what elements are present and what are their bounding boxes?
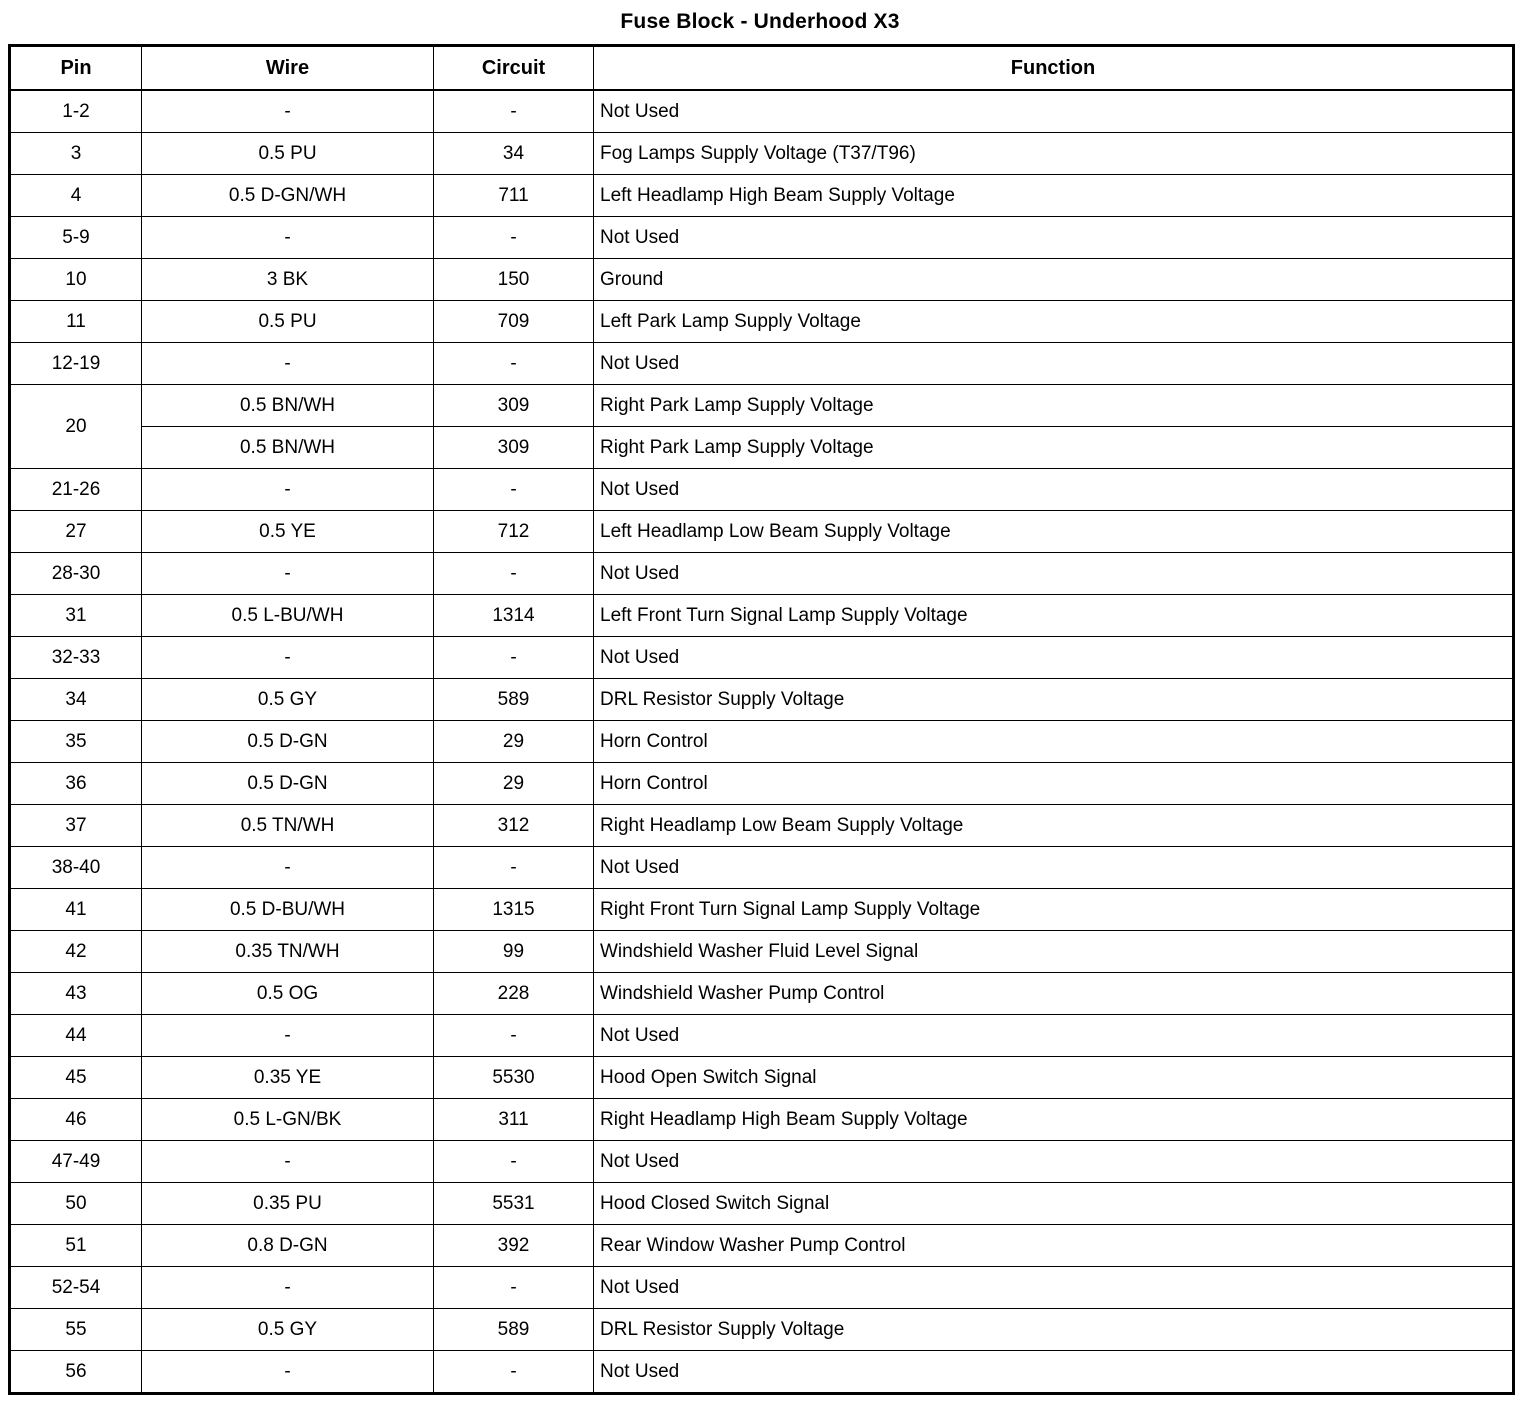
function-cell: Horn Control (594, 763, 1514, 805)
circuit-cell: - (434, 343, 594, 385)
function-cell: Hood Open Switch Signal (594, 1057, 1514, 1099)
circuit-cell: 589 (434, 679, 594, 721)
function-cell: Right Park Lamp Supply Voltage (594, 385, 1514, 427)
circuit-cell: - (434, 1351, 594, 1394)
wire-cell: - (142, 637, 434, 679)
circuit-cell: - (434, 1267, 594, 1309)
table-row (10, 721, 1514, 763)
pin-cell: 36 (10, 763, 142, 805)
function-cell: Ground (594, 259, 1514, 301)
table-row (10, 1309, 1514, 1351)
circuit-cell: 34 (434, 133, 594, 175)
wire-cell: - (142, 1015, 434, 1057)
pin-cell: 52-54 (10, 1267, 142, 1309)
header-pin: Pin (10, 46, 142, 91)
wire-cell: 0.5 YE (142, 511, 434, 553)
table-row (10, 217, 1514, 259)
circuit-cell: 309 (434, 427, 594, 469)
function-cell: Horn Control (594, 721, 1514, 763)
pin-cell: 5-9 (10, 217, 142, 259)
wire-cell: 0.35 PU (142, 1183, 434, 1225)
wire-cell: 0.5 D-GN/WH (142, 175, 434, 217)
circuit-cell: 712 (434, 511, 594, 553)
pin-cell: 47-49 (10, 1141, 142, 1183)
circuit-cell: 312 (434, 805, 594, 847)
function-cell: Not Used (594, 553, 1514, 595)
function-cell: Not Used (594, 90, 1514, 133)
pin-cell: 21-26 (10, 469, 142, 511)
function-cell: Hood Closed Switch Signal (594, 1183, 1514, 1225)
wire-cell: 0.5 L-BU/WH (142, 595, 434, 637)
table-row (10, 637, 1514, 679)
circuit-cell: 29 (434, 721, 594, 763)
function-cell: Left Park Lamp Supply Voltage (594, 301, 1514, 343)
pinout-table (8, 44, 1515, 1395)
circuit-cell: 29 (434, 763, 594, 805)
wire-cell: 0.5 TN/WH (142, 805, 434, 847)
circuit-cell: 711 (434, 175, 594, 217)
header-row (10, 46, 1514, 91)
function-cell: Right Front Turn Signal Lamp Supply Voltage (594, 889, 1514, 931)
pin-cell: 45 (10, 1057, 142, 1099)
table-body (10, 90, 1514, 1394)
table-row (10, 1141, 1514, 1183)
wire-cell: 0.5 PU (142, 133, 434, 175)
function-cell: DRL Resistor Supply Voltage (594, 679, 1514, 721)
circuit-cell: 99 (434, 931, 594, 973)
table-row (10, 427, 1514, 469)
function-cell: Left Headlamp Low Beam Supply Voltage (594, 511, 1514, 553)
table-row (10, 973, 1514, 1015)
table-row (10, 511, 1514, 553)
table-row (10, 763, 1514, 805)
circuit-cell: 1315 (434, 889, 594, 931)
wire-cell: - (142, 217, 434, 259)
table-row (10, 1351, 1514, 1394)
header-function: Function (594, 46, 1514, 91)
circuit-cell: 1314 (434, 595, 594, 637)
circuit-cell: - (434, 847, 594, 889)
table-row (10, 343, 1514, 385)
circuit-cell: - (434, 90, 594, 133)
table-row (10, 1267, 1514, 1309)
function-cell: Not Used (594, 1351, 1514, 1394)
pin-cell: 50 (10, 1183, 142, 1225)
function-cell: Right Headlamp Low Beam Supply Voltage (594, 805, 1514, 847)
table-row (10, 133, 1514, 175)
circuit-cell: - (434, 1141, 594, 1183)
circuit-cell: 228 (434, 973, 594, 1015)
pin-cell: 11 (10, 301, 142, 343)
table-row (10, 1225, 1514, 1267)
function-cell: Windshield Washer Pump Control (594, 973, 1514, 1015)
wire-cell: - (142, 1141, 434, 1183)
table-row (10, 847, 1514, 889)
header-wire: Wire (142, 46, 434, 91)
function-cell: Left Front Turn Signal Lamp Supply Voltage (594, 595, 1514, 637)
wire-cell: - (142, 90, 434, 133)
table-row (10, 90, 1514, 133)
function-cell: Left Headlamp High Beam Supply Voltage (594, 175, 1514, 217)
wire-cell: 0.5 GY (142, 1309, 434, 1351)
table-row (10, 931, 1514, 973)
wire-cell: 0.5 PU (142, 301, 434, 343)
function-cell: Fog Lamps Supply Voltage (T37/T96) (594, 133, 1514, 175)
wire-cell: 0.35 YE (142, 1057, 434, 1099)
circuit-cell: - (434, 469, 594, 511)
function-cell: Right Park Lamp Supply Voltage (594, 427, 1514, 469)
table-row (10, 1099, 1514, 1141)
pin-cell: 44 (10, 1015, 142, 1057)
pin-cell: 20 (10, 385, 142, 469)
function-cell: Rear Window Washer Pump Control (594, 1225, 1514, 1267)
table-row (10, 1057, 1514, 1099)
function-cell: Right Headlamp High Beam Supply Voltage (594, 1099, 1514, 1141)
header-circuit: Circuit (434, 46, 594, 91)
table-row (10, 889, 1514, 931)
table-row (10, 259, 1514, 301)
table-header (10, 46, 1514, 91)
wire-cell: 0.5 BN/WH (142, 427, 434, 469)
wire-cell: 0.5 GY (142, 679, 434, 721)
pin-cell: 1-2 (10, 90, 142, 133)
wire-cell: - (142, 553, 434, 595)
circuit-cell: 5530 (434, 1057, 594, 1099)
function-cell: Not Used (594, 1141, 1514, 1183)
wire-cell: 0.5 D-BU/WH (142, 889, 434, 931)
function-cell: Not Used (594, 847, 1514, 889)
table-row (10, 805, 1514, 847)
table-row (10, 385, 1514, 427)
pin-cell: 42 (10, 931, 142, 973)
circuit-cell: - (434, 217, 594, 259)
function-cell: Not Used (594, 217, 1514, 259)
pin-cell: 35 (10, 721, 142, 763)
function-cell: Windshield Washer Fluid Level Signal (594, 931, 1514, 973)
wire-cell: 0.5 OG (142, 973, 434, 1015)
table-row (10, 1183, 1514, 1225)
circuit-cell: 311 (434, 1099, 594, 1141)
circuit-cell: 589 (434, 1309, 594, 1351)
page-title: Fuse Block - Underhood X3 (620, 10, 900, 33)
pin-cell: 51 (10, 1225, 142, 1267)
table-row (10, 469, 1514, 511)
wire-cell: 0.5 L-GN/BK (142, 1099, 434, 1141)
circuit-cell: - (434, 553, 594, 595)
wire-cell: - (142, 1351, 434, 1394)
pin-cell: 10 (10, 259, 142, 301)
wire-cell: 0.5 D-GN (142, 763, 434, 805)
table-row (10, 175, 1514, 217)
pin-cell: 28-30 (10, 553, 142, 595)
function-cell: Not Used (594, 343, 1514, 385)
function-cell: Not Used (594, 1267, 1514, 1309)
pin-cell: 41 (10, 889, 142, 931)
wire-cell: - (142, 1267, 434, 1309)
pin-cell: 46 (10, 1099, 142, 1141)
function-cell: Not Used (594, 1015, 1514, 1057)
pin-cell: 32-33 (10, 637, 142, 679)
table-row (10, 595, 1514, 637)
circuit-cell: 709 (434, 301, 594, 343)
function-cell: DRL Resistor Supply Voltage (594, 1309, 1514, 1351)
pin-cell: 31 (10, 595, 142, 637)
pin-cell: 3 (10, 133, 142, 175)
pin-cell: 34 (10, 679, 142, 721)
circuit-cell: - (434, 1015, 594, 1057)
wire-cell: 0.8 D-GN (142, 1225, 434, 1267)
table-row (10, 1015, 1514, 1057)
wire-cell: - (142, 469, 434, 511)
circuit-cell: 150 (434, 259, 594, 301)
wire-cell: 0.5 D-GN (142, 721, 434, 763)
circuit-cell: - (434, 637, 594, 679)
wire-cell: - (142, 847, 434, 889)
table-row (10, 679, 1514, 721)
wire-cell: 0.5 BN/WH (142, 385, 434, 427)
pin-cell: 43 (10, 973, 142, 1015)
pin-cell: 55 (10, 1309, 142, 1351)
function-cell: Not Used (594, 469, 1514, 511)
table-row (10, 553, 1514, 595)
wire-cell: 0.35 TN/WH (142, 931, 434, 973)
wire-cell: - (142, 343, 434, 385)
wire-cell: 3 BK (142, 259, 434, 301)
table-row (10, 301, 1514, 343)
pin-cell: 12-19 (10, 343, 142, 385)
pin-cell: 37 (10, 805, 142, 847)
circuit-cell: 309 (434, 385, 594, 427)
circuit-cell: 392 (434, 1225, 594, 1267)
function-cell: Not Used (594, 637, 1514, 679)
pin-cell: 38-40 (10, 847, 142, 889)
circuit-cell: 5531 (434, 1183, 594, 1225)
pin-cell: 4 (10, 175, 142, 217)
pin-cell: 56 (10, 1351, 142, 1394)
pin-cell: 27 (10, 511, 142, 553)
